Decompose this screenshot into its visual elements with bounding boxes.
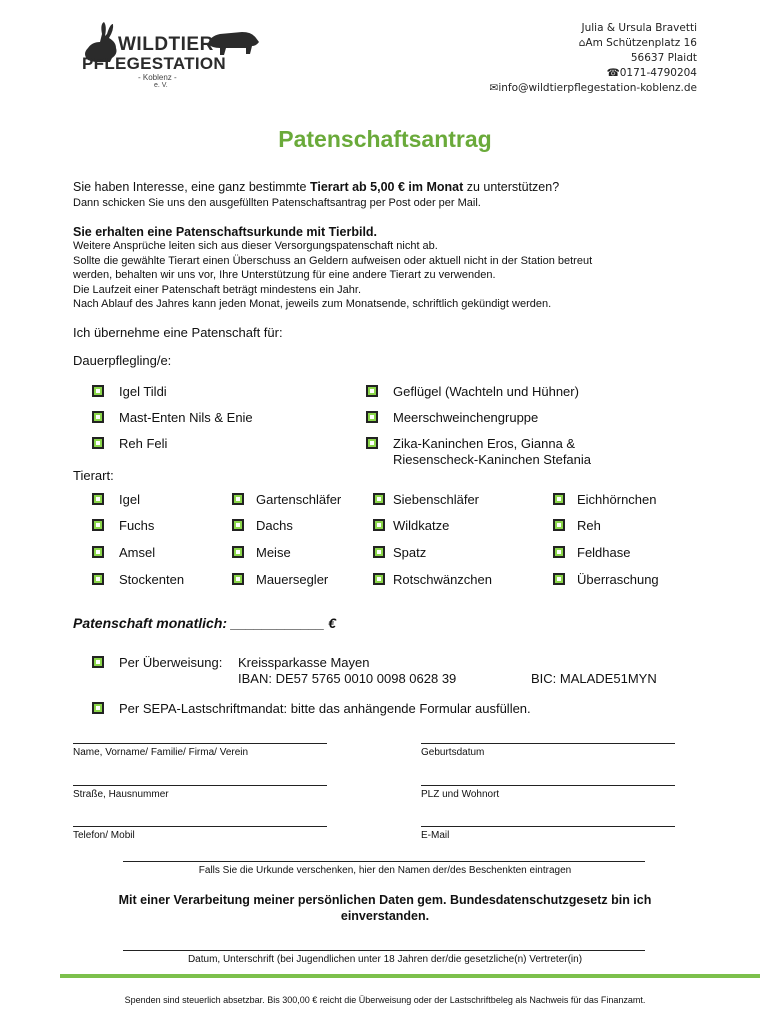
phone-label: Telefon/ Mobil — [73, 830, 135, 841]
species-option: Fuchs — [119, 518, 155, 533]
checkbox-siebenschlaefer[interactable] — [373, 493, 385, 505]
email-input-line[interactable] — [421, 826, 675, 827]
sepa-label: Per SEPA-Lastschriftmandat: bitte das anhängende Formular ausfüllen. — [119, 701, 531, 716]
species-option: Dachs — [256, 518, 293, 533]
checkbox-igel[interactable] — [92, 493, 104, 505]
sponsor-for-label: Ich übernehme eine Patenschaft für: — [73, 325, 283, 340]
email-label: E-Mail — [421, 830, 450, 841]
species-option: Meise — [256, 545, 291, 560]
species-option: Feldhase — [577, 545, 631, 560]
species-option: Gartenschläfer — [256, 492, 342, 507]
intro-instruction: Dann schicken Sie uns den ausgefüllten Patenschaftsantrag per Post oder per Mail. — [73, 197, 481, 209]
logo-subtitle: - Koblenz - — [138, 73, 177, 82]
street-input-line[interactable] — [73, 785, 327, 786]
species-option: Siebenschläfer — [393, 492, 479, 507]
gift-recipient-input-line[interactable] — [123, 861, 645, 862]
checkbox-mauersegler[interactable] — [232, 573, 244, 585]
birthdate-label: Geburtsdatum — [421, 747, 485, 758]
species-option: Rotschwänzchen — [393, 572, 492, 587]
checkbox-fuchs[interactable] — [92, 519, 104, 531]
checkbox-gefluegel[interactable] — [366, 385, 378, 397]
species-option: Mauersegler — [256, 572, 329, 587]
option-label: Mast-Enten Nils & Enie — [119, 410, 253, 425]
certificate-line: Nach Ablauf des Jahres kann jeden Monat, jeweils zum Monatsende, schriftlich gekündigt werden. — [73, 298, 552, 310]
species-option: Amsel — [119, 545, 156, 560]
species-option: Wildkatze — [393, 518, 450, 533]
signature-input-line[interactable] — [123, 950, 645, 951]
checkbox-transfer[interactable] — [92, 656, 104, 668]
option-label: Reh Feli — [119, 436, 168, 451]
house-icon: ⌂ — [578, 37, 586, 49]
name-input-line[interactable] — [73, 743, 327, 744]
checkbox-igel-tildi[interactable] — [92, 385, 104, 397]
intro-question: Sie haben Interesse, eine ganz bestimmte Tierart ab 5,00 € im Monat zu unterstützen? — [73, 180, 560, 194]
name-label: Name, Vorname/ Familie/ Firma/ Verein — [73, 747, 249, 758]
contact-email[interactable]: ✉info@wildtierpflegestation-koblenz.de — [489, 82, 697, 94]
transfer-bank: Kreissparkasse Mayen — [238, 655, 370, 670]
option-label: Zika-Kaninchen Eros, Gianna & — [393, 436, 576, 451]
checkbox-reh[interactable] — [553, 519, 565, 531]
checkbox-mast-enten[interactable] — [92, 411, 104, 423]
page-title: Patenschaftsantrag — [278, 126, 492, 152]
checkbox-stockenten[interactable] — [92, 573, 104, 585]
certificate-lines — [73, 239, 592, 312]
checkbox-ueberraschung[interactable] — [553, 573, 565, 585]
certificate-line: Weitere Ansprüche leiten sich aus dieser Versorgungspatenschaft nicht ab. — [73, 240, 438, 252]
phone-icon: ☎ — [606, 67, 620, 79]
certificate-heading: Sie erhalten eine Patenschaftsurkunde mit Tierbild. — [73, 225, 378, 239]
checkbox-sepa[interactable] — [92, 702, 104, 714]
species-option: Reh — [577, 518, 601, 533]
certificate-line: werden, behalten wir uns vor, Ihre Unterstützung für eine andere Tierart zu verwenden. — [73, 269, 496, 281]
transfer-iban: IBAN: DE57 5765 0010 0098 0628 39 — [238, 671, 457, 686]
species-option: Igel — [119, 492, 140, 507]
transfer-label: Per Überweisung: — [119, 655, 223, 670]
option-label: Igel Tildi — [119, 384, 167, 399]
birthdate-input-line[interactable] — [421, 743, 675, 744]
checkbox-wildkatze[interactable] — [373, 519, 385, 531]
species-option: Eichhörnchen — [577, 492, 657, 507]
permanent-label: Dauerpflegling/e: — [73, 353, 172, 368]
city-label: PLZ und Wohnort — [421, 789, 500, 800]
footer-divider — [60, 974, 760, 978]
logo-suffix: e. V. — [154, 82, 168, 89]
city-input-line[interactable] — [421, 785, 675, 786]
checkbox-amsel[interactable] — [92, 546, 104, 558]
option-label: Geflügel (Wachteln und Hühner) — [393, 384, 579, 399]
checkbox-spatz[interactable] — [373, 546, 385, 558]
certificate-line: Sollte die gewählte Tierart einen Überschuss an Geldern aufweisen oder aktuell nicht in der Station betreut — [73, 254, 593, 267]
mail-icon: ✉ — [489, 82, 499, 94]
transfer-bic: BIC: MALADE51MYN — [531, 671, 657, 686]
contact-street: ⌂Am Schützenplatz 16 — [578, 37, 697, 49]
checkbox-rotschwaenzchen[interactable] — [373, 573, 385, 585]
option-label: Meerschweinchengruppe — [393, 410, 539, 425]
checkbox-dachs[interactable] — [232, 519, 244, 531]
checkbox-meise[interactable] — [232, 546, 244, 558]
logo-title-line1: WILDTIER — [118, 34, 214, 55]
contact-name: Julia & Ursula Bravetti — [581, 22, 697, 34]
species-label: Tierart: — [73, 468, 114, 483]
signature-note: Datum, Unterschrift (bei Jugendlichen unter 18 Jahren der/die gesetzliche(n) Vertreter(in) — [187, 954, 583, 965]
species-option: Spatz — [393, 545, 427, 560]
certificate-line: Die Laufzeit einer Patenschaft beträgt mindestens ein Jahr. — [73, 283, 362, 296]
checkbox-gartenschlaefer[interactable] — [232, 493, 244, 505]
contact-phone: ☎0171-4790204 — [606, 67, 697, 79]
checkbox-reh-feli[interactable] — [92, 437, 104, 449]
contact-city: 56637 Plaidt — [630, 52, 697, 64]
checkbox-feldhase[interactable] — [553, 546, 565, 558]
monthly-amount-field[interactable]: Patenschaft monatlich: ____________ € — [73, 615, 337, 631]
logo-title-line2: PFLEGESTATION — [82, 54, 226, 73]
phone-input-line[interactable] — [73, 826, 327, 827]
checkbox-kaninchen[interactable] — [366, 437, 378, 449]
gift-note: Falls Sie die Urkunde verschenken, hier den Namen der/des Beschenkten eintragen — [198, 865, 572, 876]
option-label-continued: Riesenscheck-Kaninchen Stefania — [393, 452, 592, 467]
consent-text: Mit einer Verarbeitung meiner persönlichen Daten gem. Bundesdatenschutzgesetz bin ich einverstanden. — [118, 893, 652, 923]
species-option: Überraschung — [577, 572, 659, 587]
species-option: Stockenten — [119, 572, 185, 587]
checkbox-meerschweinchen[interactable] — [366, 411, 378, 423]
street-label: Straße, Hausnummer — [73, 789, 169, 800]
checkbox-eichhoernchen[interactable] — [553, 493, 565, 505]
footer-note: Spenden sind steuerlich absetzbar. Bis 300,00 € reicht die Überweisung oder der Lastschriftbeleg als Nachweis für das Finanzamt. — [124, 995, 646, 1005]
